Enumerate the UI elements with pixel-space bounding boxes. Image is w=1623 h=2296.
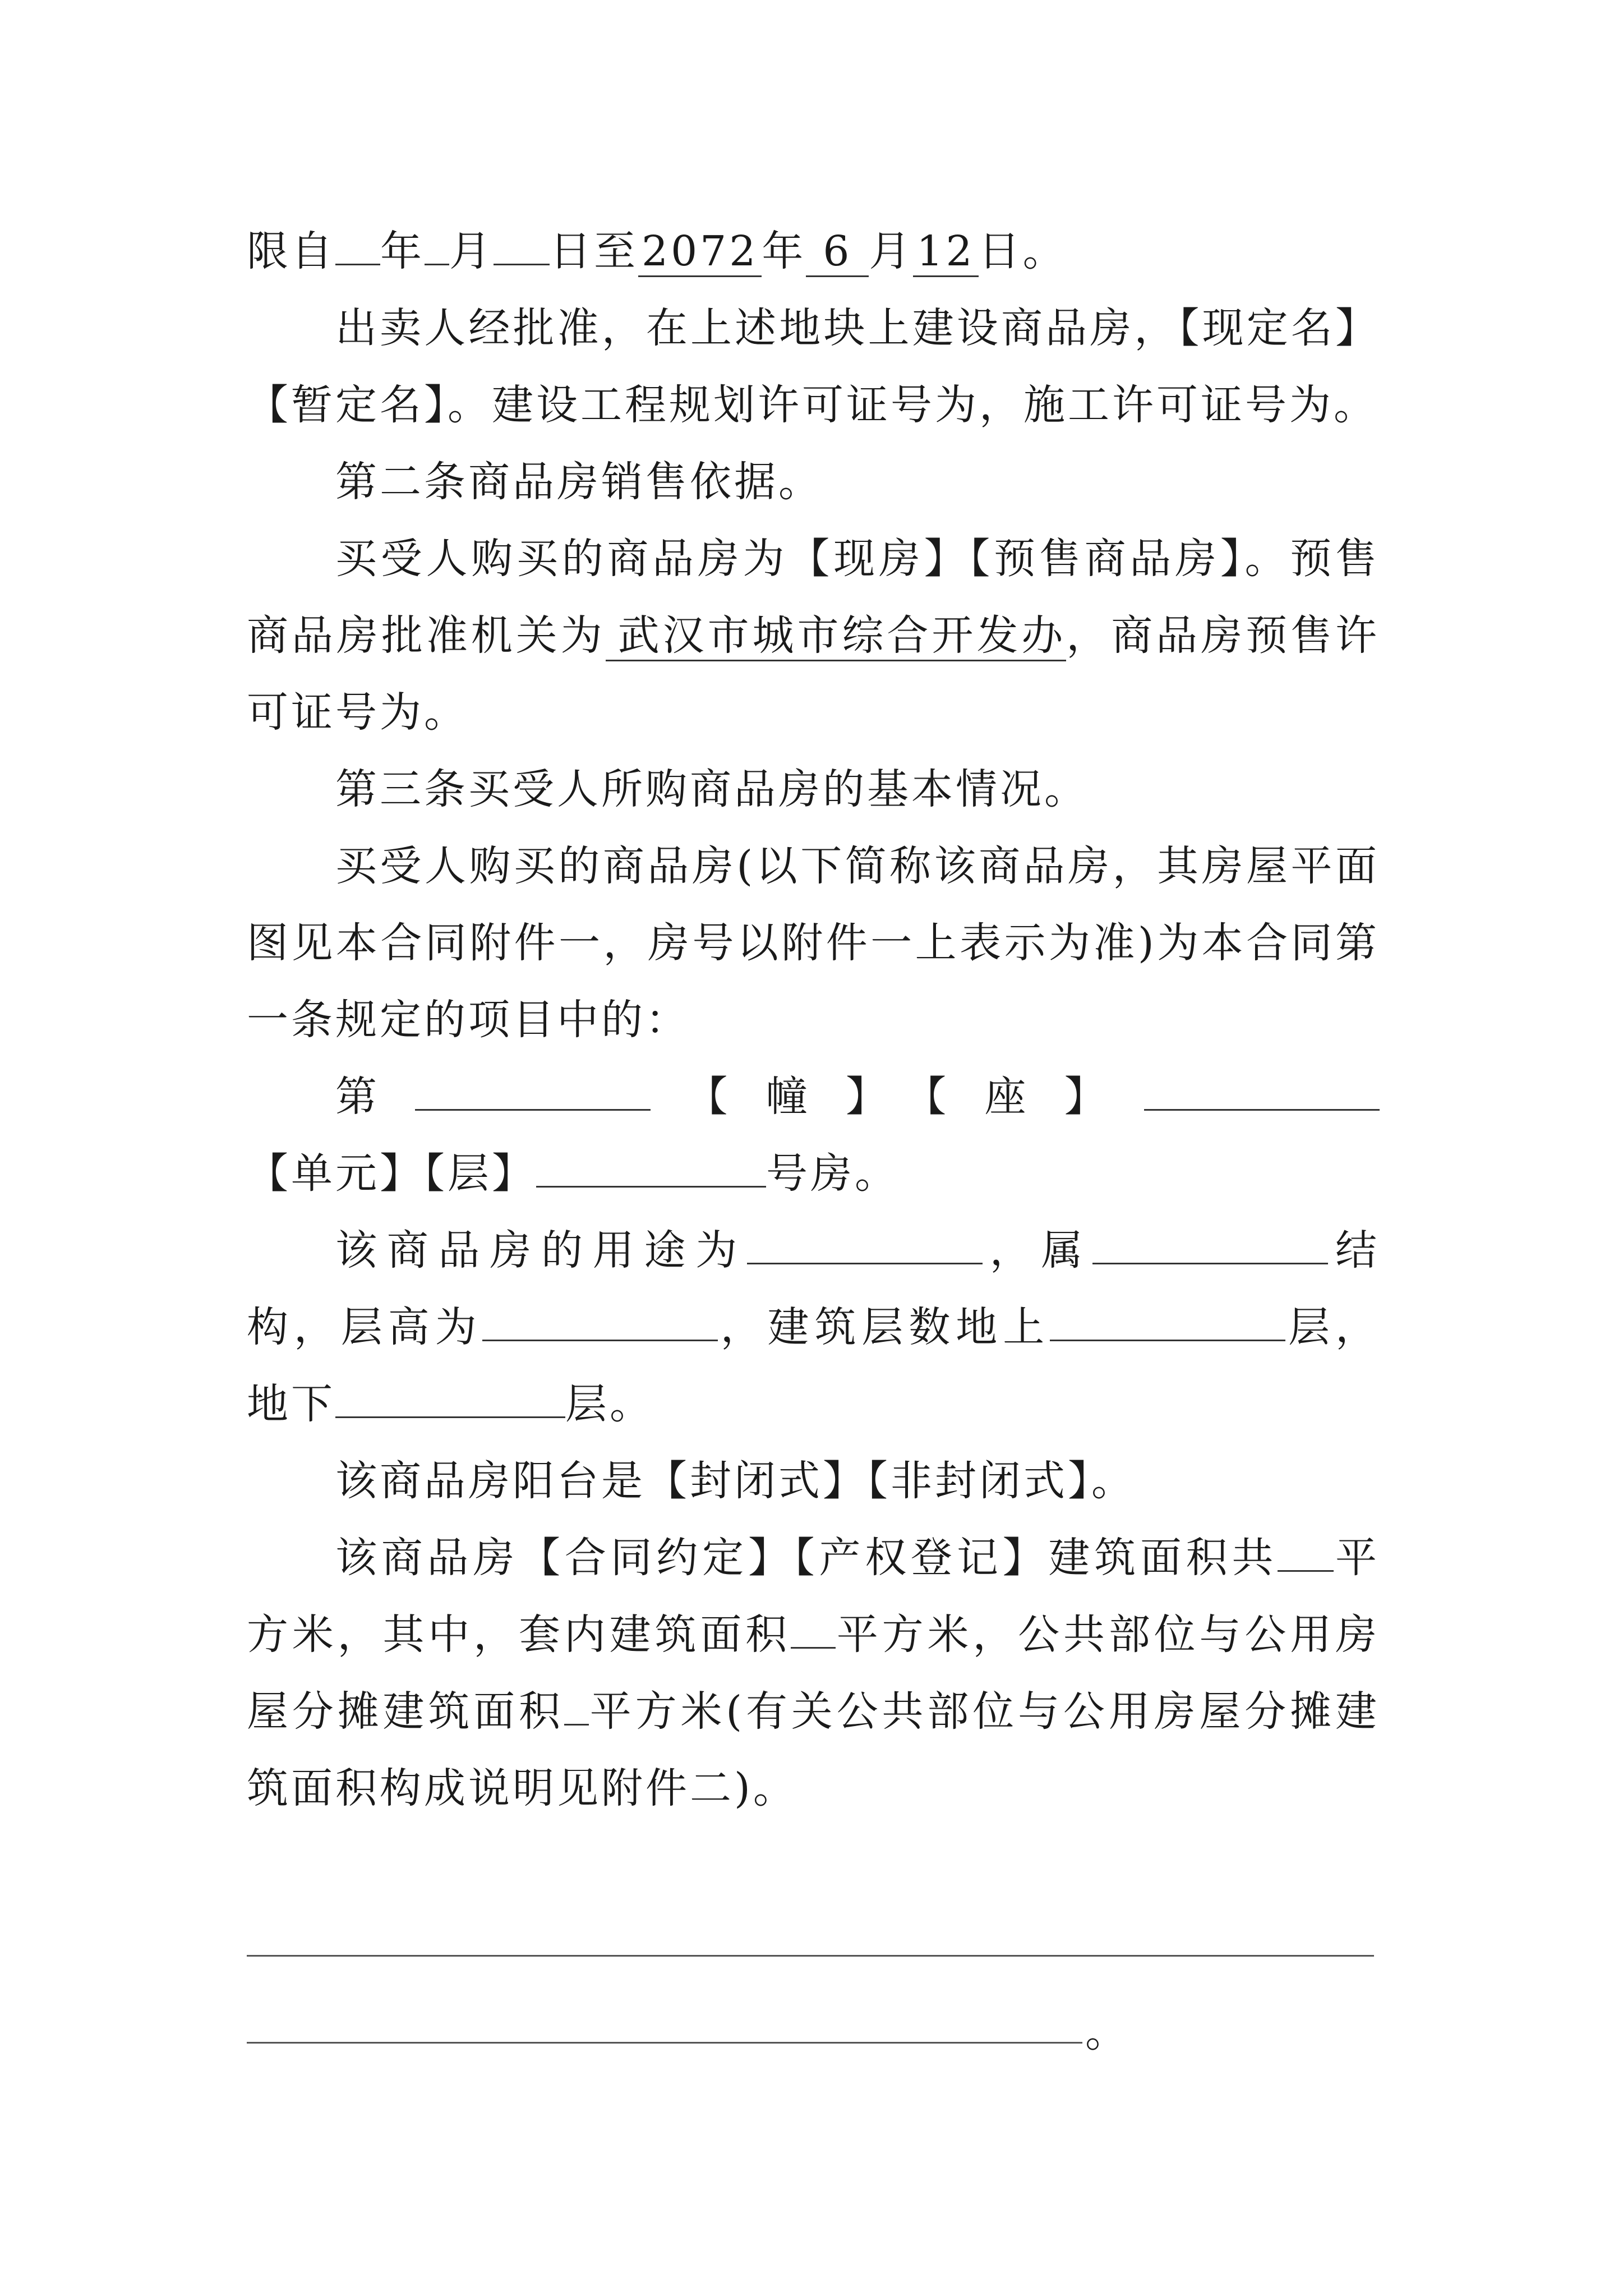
blank-building: [415, 1072, 651, 1111]
text-fragment: 年: [380, 227, 425, 275]
paragraph-unit-number: [247, 1059, 1380, 1212]
blank-day-start: [494, 227, 550, 265]
filled-month-end: 6: [806, 227, 869, 277]
text-fragment: 月: [449, 227, 494, 275]
paragraph-seller-approval: 出卖人经批准，在上述地块上建设商品房，【现定名】【暂定名】。建设工程规划许可证号为，施工许可证号为。: [247, 304, 1380, 429]
text-fragment: 买受人购买的商品房为【现房】【预售商品房】。预售商品房批准机关为: [247, 535, 1380, 660]
filled-day-end: 12: [913, 227, 978, 277]
blank-shared-area: [564, 1687, 589, 1726]
blank-structure: [1092, 1226, 1328, 1264]
text-fragment: 平方米，公共部位与公用房屋分摊建筑面积: [247, 1611, 1380, 1736]
heading-article-2: 第二条商品房销售依据。: [335, 458, 823, 506]
text-fragment: 平方米(有关公共部位与公用房屋分摊建筑面积构成说明见附件二)。: [247, 1687, 1380, 1812]
text-fragment: 该商品房【合同约定】【产权登记】建筑面积共: [335, 1534, 1278, 1582]
text-fragment: ，属: [983, 1226, 1093, 1274]
text-fragment: 结构，层高为: [247, 1226, 1380, 1351]
text-fragment: 限自: [247, 227, 335, 275]
filled-approval-authority: 武汉市城市综合开发办: [606, 611, 1067, 661]
blank-year-start: [335, 227, 380, 265]
text-fragment: 平方米，其中，套内建筑面积: [247, 1534, 1380, 1659]
filled-year-end: 2072: [638, 227, 762, 277]
blank-floor-height: [482, 1303, 718, 1341]
text-fragment: 【幢】【座】: [651, 1073, 1144, 1121]
blank-total-area: [1278, 1533, 1334, 1572]
heading-article-3: 第三条买受人所购商品房的基本情况。: [335, 765, 1089, 813]
paragraph-floor-area: [247, 1520, 1380, 1827]
blank-interior-area: [791, 1610, 836, 1649]
text-fragment: 层，地下: [247, 1303, 1380, 1428]
text-fragment: 号房。: [766, 1149, 899, 1198]
blank-line-end-mark: 。: [1085, 2008, 1127, 2056]
text-fragment: 该商品房的用途为: [335, 1226, 747, 1274]
blank-usage: [747, 1226, 983, 1264]
blank-floors-below: [335, 1379, 565, 1418]
text-fragment: ，商品房预售许可证号为。: [247, 611, 1380, 737]
text-fragment: 日。: [978, 227, 1067, 275]
paragraph-property-description: 买受人购买的商品房(以下简称该商品房，其房屋平面图见本合同附件一，房号以附件一上表示为准)为本合同第一条规定的项目中的：: [247, 842, 1380, 1044]
text-fragment: 层。: [565, 1380, 654, 1428]
blank-line-1: [247, 1955, 1374, 1957]
contract-text: [247, 213, 1380, 1827]
text-fragment: 日至: [550, 227, 638, 275]
blank-month-start: [425, 227, 449, 265]
paragraph-balcony: 该商品房阳台是【封闭式】【非封闭式】。: [335, 1457, 1136, 1505]
blank-room-number: [536, 1149, 766, 1188]
text-fragment: 月: [869, 227, 914, 275]
blank-line-2: [247, 2042, 1082, 2044]
paragraph-term-period: [247, 213, 1380, 290]
text-fragment: 年: [762, 227, 806, 275]
blank-unit: [1144, 1072, 1380, 1111]
text-fragment: 第: [335, 1073, 416, 1121]
paragraph-presale-approval: [247, 521, 1380, 751]
text-fragment: ，建筑层数地上: [717, 1303, 1050, 1351]
paragraph-usage-structure: [247, 1212, 1380, 1443]
text-fragment: 【单元】【层】: [247, 1149, 536, 1198]
blank-floors-above: [1050, 1303, 1285, 1341]
